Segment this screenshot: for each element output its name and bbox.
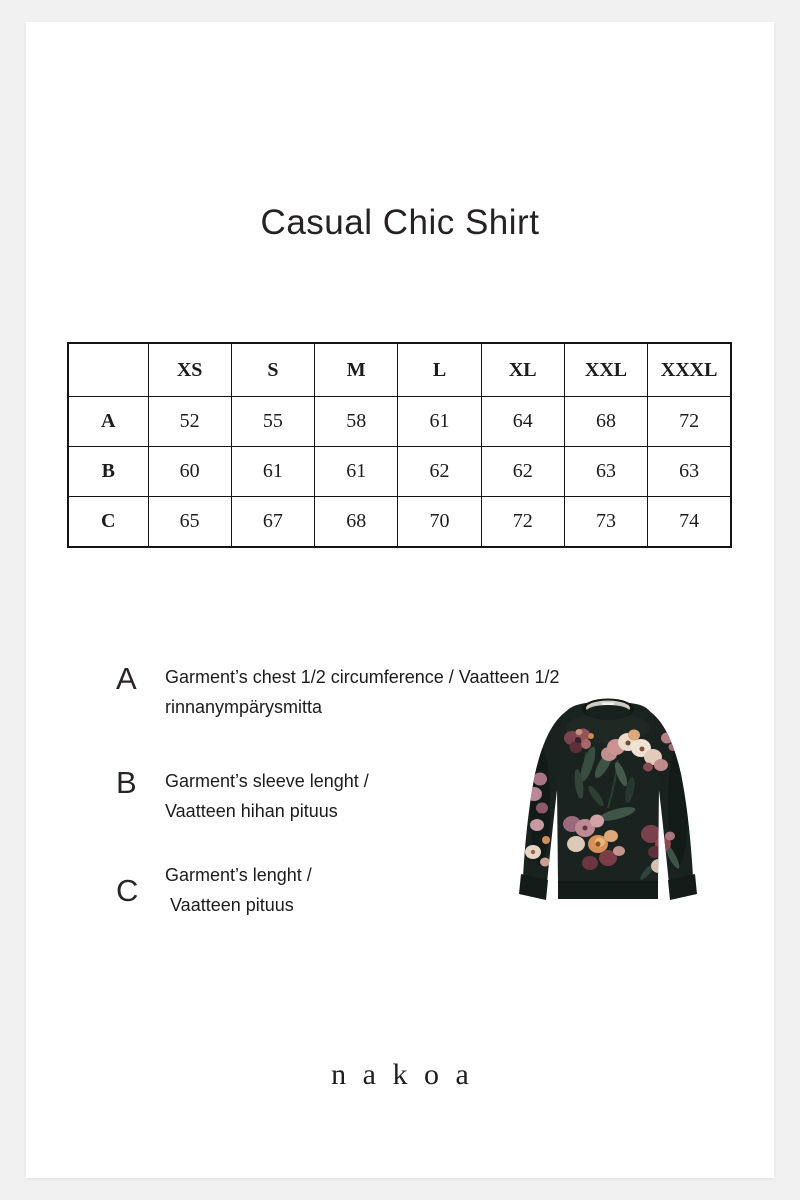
legend-item-c <box>116 860 312 920</box>
legend-text-c <box>165 860 312 920</box>
size-column-header: S <box>231 343 314 397</box>
measurement-cell: 60 <box>148 447 231 497</box>
legend-line: Garment’s sleeve lenght / <box>165 771 369 791</box>
measurement-cell: 68 <box>315 497 398 548</box>
row-label: A <box>68 397 148 447</box>
size-column-header: XS <box>148 343 231 397</box>
brand-logo: nakoa <box>331 1058 486 1091</box>
page-title: Casual Chic Shirt <box>260 203 540 242</box>
measurement-cell: 67 <box>231 497 314 548</box>
measurement-cell: 61 <box>398 397 481 447</box>
measurement-cell: 62 <box>398 447 481 497</box>
sweatshirt-illustration <box>500 686 760 926</box>
product-photo-sweatshirt <box>500 686 760 926</box>
measurement-cell: 73 <box>564 497 647 548</box>
measurement-cell: 52 <box>148 397 231 447</box>
measurement-cell: 65 <box>148 497 231 548</box>
table-row-c <box>68 497 731 548</box>
measurement-cell: 62 <box>481 447 564 497</box>
measurement-cell: 55 <box>231 397 314 447</box>
table-row-b <box>68 447 731 497</box>
measurement-cell: 74 <box>648 497 731 548</box>
measurement-cell: 61 <box>231 447 314 497</box>
measurement-cell: 63 <box>648 447 731 497</box>
size-column-header: XL <box>481 343 564 397</box>
measurement-cell: 63 <box>564 447 647 497</box>
legend-line: Vaatteen pituus <box>165 895 294 915</box>
row-label: B <box>68 447 148 497</box>
legend-line: Vaatteen hihan pituus <box>165 801 338 821</box>
table-row-a <box>68 397 731 447</box>
legend-line: rinnanympärysmitta <box>165 697 323 717</box>
measurement-cell: 72 <box>481 497 564 548</box>
measurement-cell: 70 <box>398 497 481 548</box>
size-table <box>67 342 732 548</box>
legend-letter-c: C <box>116 873 139 908</box>
size-table-header-row <box>68 343 731 397</box>
row-label: C <box>68 497 148 548</box>
size-column-header: XXL <box>564 343 647 397</box>
size-column-header: L <box>398 343 481 397</box>
legend-text-b <box>165 766 369 826</box>
size-guide-page <box>26 22 774 1178</box>
size-table-corner-cell <box>68 343 148 397</box>
measurement-cell: 68 <box>564 397 647 447</box>
legend-letter-a: A <box>116 661 137 696</box>
size-column-header: XXXL <box>648 343 731 397</box>
measurement-cell: 58 <box>315 397 398 447</box>
legend-item-b <box>116 766 369 826</box>
measurement-cell: 72 <box>648 397 731 447</box>
legend-line: Garment’s lenght / <box>165 865 312 885</box>
measurement-cell: 64 <box>481 397 564 447</box>
measurement-cell: 61 <box>315 447 398 497</box>
legend-letter-b: B <box>116 765 137 800</box>
legend-item-a <box>116 662 560 722</box>
legend-line: Garment’s chest 1/2 circumference / Vaatteen 1/2 <box>165 667 560 687</box>
size-column-header: M <box>315 343 398 397</box>
